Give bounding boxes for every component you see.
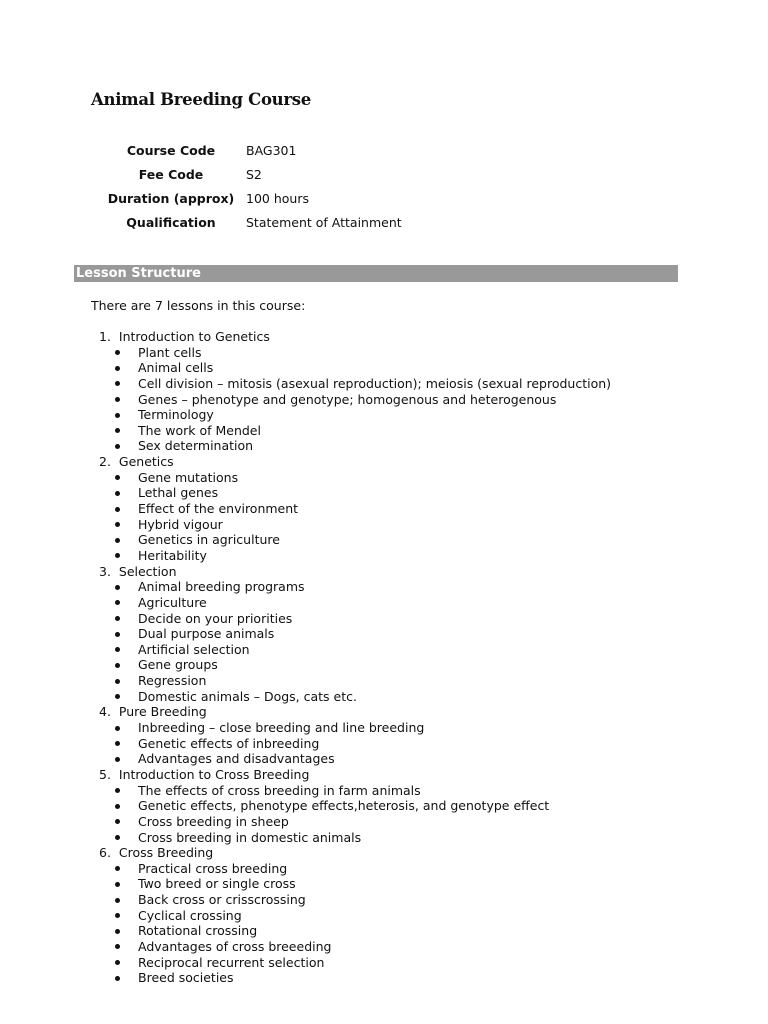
topic-text: Animal cells bbox=[138, 360, 214, 376]
course-info-value: S2 bbox=[246, 166, 262, 182]
lesson-title: Pure Breeding bbox=[118, 704, 207, 720]
topic-item bbox=[99, 736, 611, 752]
topic-item bbox=[99, 595, 611, 611]
topic-text: Heritability bbox=[138, 547, 207, 563]
bullet-icon bbox=[115, 585, 120, 590]
topic-text: Decide on your priorities bbox=[138, 610, 293, 626]
topic-text: Practical cross breeding bbox=[138, 860, 288, 876]
topic-text: Effect of the environment bbox=[138, 501, 299, 517]
lessons-intro: There are 7 lessons in this course: bbox=[91, 298, 306, 313]
bullet-icon bbox=[115, 819, 120, 824]
lesson-list bbox=[99, 329, 611, 986]
topic-item bbox=[99, 376, 611, 392]
topic-text: Agriculture bbox=[138, 594, 207, 610]
topic-text: Regression bbox=[138, 673, 207, 689]
bullet-icon bbox=[115, 444, 120, 449]
course-info-value: 100 hours bbox=[246, 190, 309, 206]
topic-text: Breed societies bbox=[138, 970, 234, 986]
bullet-icon bbox=[115, 944, 120, 949]
topic-text: Genetic effects of inbreeding bbox=[138, 735, 320, 751]
topic-text: Cell division – mitosis (asexual reproduction); meiosis (sexual reproduction) bbox=[138, 375, 612, 391]
topic-item bbox=[99, 485, 611, 501]
lesson-heading bbox=[99, 845, 611, 861]
topic-text: Dual purpose animals bbox=[138, 626, 275, 642]
bullet-icon bbox=[115, 632, 120, 637]
topic-item bbox=[99, 657, 611, 673]
topic-text: Cross breeding in domestic animals bbox=[138, 829, 362, 845]
bullet-icon bbox=[115, 381, 120, 386]
course-info-label: Qualification bbox=[126, 214, 216, 230]
topic-text: Animal breeding programs bbox=[138, 579, 305, 595]
topic-item bbox=[99, 798, 611, 814]
topic-item bbox=[99, 751, 611, 767]
topic-item bbox=[99, 548, 611, 564]
topic-text: Advantages and disadvantages bbox=[138, 751, 335, 767]
lesson-number: 1. bbox=[99, 329, 111, 344]
bullet-icon bbox=[115, 491, 120, 496]
topic-list bbox=[99, 783, 611, 846]
course-info-label: Fee Code bbox=[138, 166, 204, 182]
topic-text: Genes – phenotype and genotype; homogenous and heterogenous bbox=[138, 391, 557, 407]
topic-item bbox=[99, 689, 611, 705]
topic-item bbox=[99, 673, 611, 689]
topic-item bbox=[99, 407, 611, 423]
lesson-number: 4. bbox=[99, 704, 111, 720]
bullet-icon bbox=[115, 475, 120, 480]
bullet-icon bbox=[115, 960, 120, 965]
topic-item bbox=[99, 830, 611, 846]
topic-text: Artificial selection bbox=[138, 641, 250, 657]
topic-list bbox=[99, 579, 611, 704]
bullet-icon bbox=[115, 898, 120, 903]
course-title: Animal Breeding Course bbox=[91, 90, 311, 109]
topic-item bbox=[99, 720, 611, 736]
topic-item bbox=[99, 626, 611, 642]
topic-text: Two breed or single cross bbox=[138, 876, 296, 892]
topic-text: Cross breeding in sheep bbox=[138, 813, 289, 829]
topic-item bbox=[99, 532, 611, 548]
lesson-heading bbox=[99, 454, 611, 470]
lesson-heading bbox=[99, 329, 611, 345]
topic-text: Lethal genes bbox=[138, 485, 219, 501]
lesson-number: 5. bbox=[99, 766, 111, 782]
topic-text: Inbreeding – close breeding and line breeding bbox=[138, 720, 425, 736]
bullet-icon bbox=[115, 976, 120, 981]
topic-item bbox=[99, 955, 611, 971]
lesson-item bbox=[99, 845, 611, 986]
bullet-icon bbox=[115, 350, 120, 355]
course-info-label: Course Code bbox=[126, 142, 216, 158]
bullet-icon bbox=[115, 757, 120, 762]
bullet-icon bbox=[115, 804, 120, 809]
topic-item bbox=[99, 970, 611, 986]
bullet-icon bbox=[115, 428, 120, 433]
topic-item bbox=[99, 501, 611, 517]
bullet-icon bbox=[115, 553, 120, 558]
bullet-icon bbox=[115, 929, 120, 934]
bullet-icon bbox=[115, 366, 120, 371]
lesson-title: Genetics bbox=[118, 454, 174, 470]
topic-item bbox=[99, 939, 611, 955]
bullet-icon bbox=[115, 882, 120, 887]
bullet-icon bbox=[115, 616, 120, 621]
topic-item bbox=[99, 360, 611, 376]
topic-text: Plant cells bbox=[138, 344, 202, 360]
topic-text: Sex determination bbox=[138, 438, 254, 454]
course-info-value: Statement of Attainment bbox=[246, 214, 402, 230]
topic-list bbox=[99, 720, 611, 767]
lesson-number: 6. bbox=[99, 845, 111, 861]
bullet-icon bbox=[115, 507, 120, 512]
topic-text: The effects of cross breeding in farm animals bbox=[138, 782, 421, 798]
topic-text: Gene mutations bbox=[138, 469, 239, 485]
lesson-heading bbox=[99, 704, 611, 720]
course-info-row bbox=[96, 186, 402, 210]
lesson-item bbox=[99, 767, 611, 845]
bullet-icon bbox=[115, 788, 120, 793]
lesson-item bbox=[99, 454, 611, 563]
lesson-title: Introduction to Genetics bbox=[118, 329, 270, 344]
topic-text: Genetic effects, phenotype effects,heterosis, and genotype effect bbox=[138, 798, 550, 814]
lesson-title: Introduction to Cross Breeding bbox=[118, 766, 310, 782]
lesson-item bbox=[99, 564, 611, 705]
topic-item bbox=[99, 783, 611, 799]
bullet-icon bbox=[115, 726, 120, 731]
topic-item bbox=[99, 814, 611, 830]
topic-item bbox=[99, 923, 611, 939]
bullet-icon bbox=[115, 413, 120, 418]
topic-text: Reciprocal recurrent selection bbox=[138, 954, 325, 970]
topic-text: Rotational crossing bbox=[138, 923, 258, 939]
topic-list bbox=[99, 345, 611, 454]
topic-item bbox=[99, 517, 611, 533]
bullet-icon bbox=[115, 835, 120, 840]
lesson-item bbox=[99, 329, 611, 454]
bullet-icon bbox=[115, 397, 120, 402]
bullet-icon bbox=[115, 679, 120, 684]
lesson-title: Cross Breeding bbox=[118, 845, 214, 861]
lesson-heading bbox=[99, 564, 611, 580]
topic-item bbox=[99, 392, 611, 408]
lesson-number: 3. bbox=[99, 563, 111, 579]
bullet-icon bbox=[115, 694, 120, 699]
section-heading-bar: Lesson Structure bbox=[74, 265, 678, 282]
course-info-row bbox=[96, 138, 402, 162]
topic-text: Terminology bbox=[138, 407, 214, 423]
lesson-title: Selection bbox=[118, 563, 177, 579]
course-info-value: BAG301 bbox=[246, 142, 297, 158]
bullet-icon bbox=[115, 538, 120, 543]
topic-text: Advantages of cross breeeding bbox=[138, 938, 332, 954]
topic-text: Back cross or crisscrossing bbox=[138, 892, 306, 908]
lesson-heading bbox=[99, 767, 611, 783]
course-info-table bbox=[96, 138, 402, 234]
topic-item bbox=[99, 642, 611, 658]
topic-text: Cyclical crossing bbox=[138, 907, 242, 923]
topic-list bbox=[99, 861, 611, 986]
bullet-icon bbox=[115, 741, 120, 746]
topic-item bbox=[99, 438, 611, 454]
topic-item bbox=[99, 470, 611, 486]
topic-item bbox=[99, 908, 611, 924]
bullet-icon bbox=[115, 663, 120, 668]
bullet-icon bbox=[115, 866, 120, 871]
topic-item bbox=[99, 892, 611, 908]
topic-text: Hybrid vigour bbox=[138, 516, 223, 532]
bullet-icon bbox=[115, 647, 120, 652]
topic-list bbox=[99, 470, 611, 564]
topic-text: The work of Mendel bbox=[138, 422, 261, 438]
course-info-row bbox=[96, 162, 402, 186]
topic-item bbox=[99, 423, 611, 439]
topic-item bbox=[99, 611, 611, 627]
topic-item bbox=[99, 876, 611, 892]
topic-text: Genetics in agriculture bbox=[138, 532, 280, 548]
topic-text: Domestic animals – Dogs, cats etc. bbox=[138, 688, 357, 704]
course-info-label: Duration (approx) bbox=[107, 190, 235, 206]
topic-item bbox=[99, 861, 611, 877]
bullet-icon bbox=[115, 600, 120, 605]
lesson-item bbox=[99, 704, 611, 767]
topic-item bbox=[99, 579, 611, 595]
lesson-number: 2. bbox=[99, 454, 111, 470]
topic-text: Gene groups bbox=[138, 657, 218, 673]
topic-item bbox=[99, 345, 611, 361]
course-info-row bbox=[96, 210, 402, 234]
bullet-icon bbox=[115, 522, 120, 527]
bullet-icon bbox=[115, 913, 120, 918]
